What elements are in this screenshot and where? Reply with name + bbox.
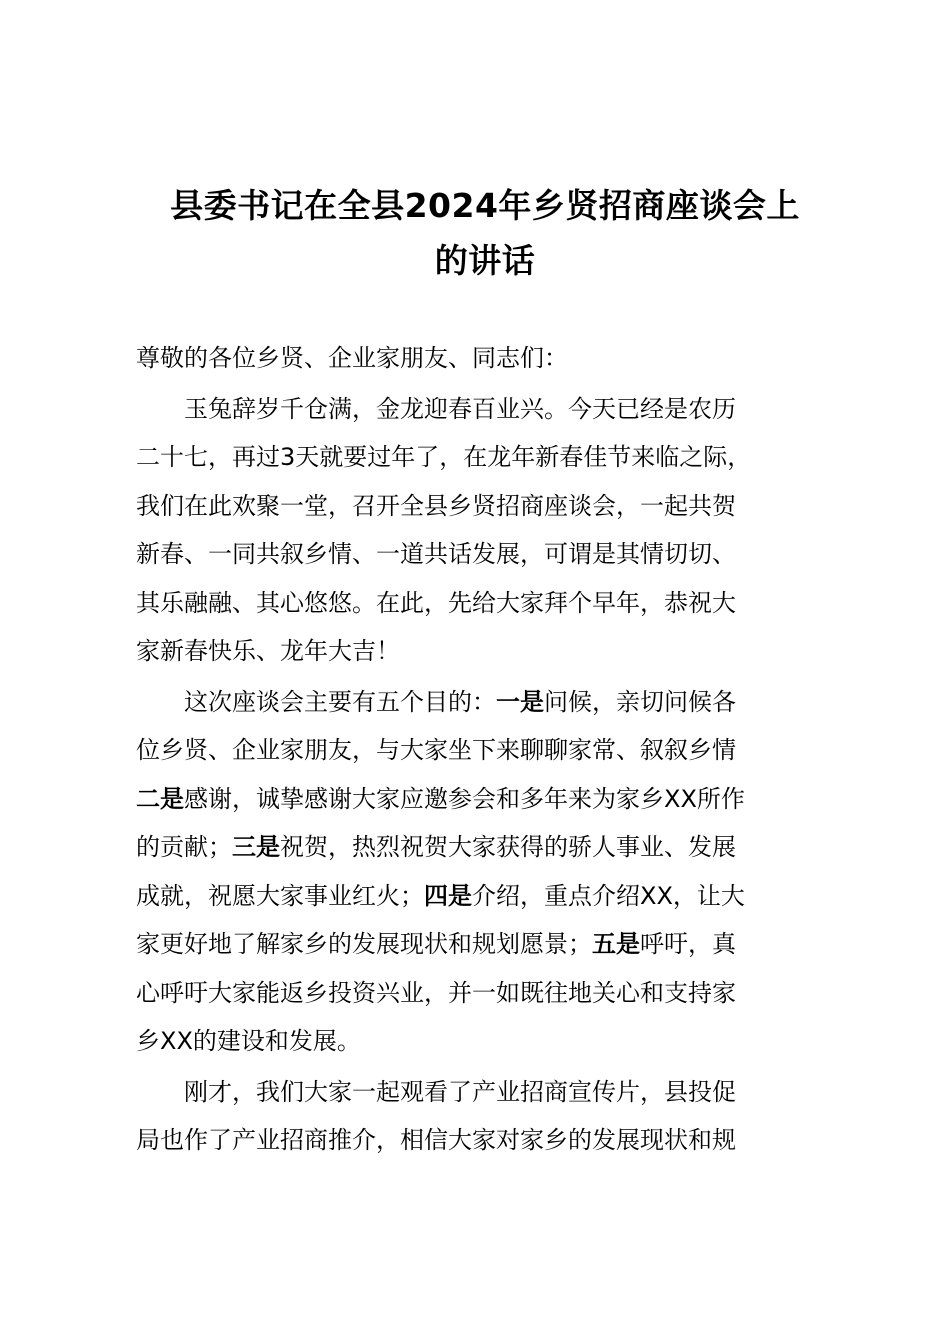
paragraph-line: 刚才，我们大家一起观看了产业招商宣传片，县投促 bbox=[184, 1077, 736, 1106]
text-run: 问候，亲切问候各 bbox=[544, 687, 736, 716]
text-run: 感谢，诚挚感谢大家应邀参会和多年来为家乡XX所作 bbox=[184, 784, 745, 813]
title-line-2: 的讲话 bbox=[434, 241, 536, 280]
text-run: 这次座谈会主要有五个目的： bbox=[184, 687, 496, 716]
text-run: 祝贺，热烈祝贺大家获得的骄人事业、发展 bbox=[280, 833, 736, 861]
document-body bbox=[136, 334, 856, 1165]
paragraph-line bbox=[136, 678, 856, 727]
paragraph-1 bbox=[136, 385, 856, 676]
paragraph-line: 位乡贤、企业家朋友，与大家坐下来聊聊家常、叙叙乡情 bbox=[136, 736, 736, 764]
bold-term: 四是 bbox=[424, 881, 472, 910]
paragraph-line: 乡XX的建设和发展。 bbox=[136, 1027, 361, 1055]
paragraph-3 bbox=[136, 1068, 856, 1165]
paragraph-2 bbox=[136, 678, 856, 1066]
text-run: 呼吁，真 bbox=[640, 930, 736, 958]
title-line-1: 县委书记在全县2024年乡贤招商座谈会上 bbox=[170, 186, 800, 225]
paragraph-line: 我们在此欢聚一堂，召开全县乡贤招商座谈会，一起共贺 bbox=[136, 491, 736, 520]
paragraph-line: 玉兔辞岁千仓满，金龙迎春百业兴。今天已经是农历 bbox=[184, 394, 736, 423]
text-run: 成就，祝愿大家事业红火； bbox=[136, 881, 424, 910]
paragraph-line: 局也作了产业招商推介，相信大家对家乡的发展现状和规 bbox=[136, 1126, 736, 1154]
text-run: 介绍，重点介绍XX，让大 bbox=[472, 881, 745, 910]
document-title bbox=[120, 178, 850, 288]
paragraph-line: 其乐融融、其心悠悠。在此，先给大家拜个早年，恭祝大 bbox=[136, 588, 736, 617]
bold-term: 二是 bbox=[136, 784, 184, 813]
paragraph-line: 心呼吁大家能返乡投资兴业，并一如既往地关心和支持家 bbox=[136, 978, 736, 1007]
text-run: 家更好地了解家乡的发展现状和规划愿景； bbox=[136, 930, 592, 958]
paragraph-line: 家新春快乐、龙年大吉！ bbox=[136, 637, 400, 665]
bold-term: 一是 bbox=[496, 687, 544, 716]
bold-term: 三是 bbox=[232, 833, 280, 861]
paragraph-line bbox=[136, 920, 856, 969]
text-run: 的贡献； bbox=[136, 833, 232, 861]
salutation: 尊敬的各位乡贤、企业家朋友、同志们： bbox=[136, 344, 568, 372]
paragraph-line bbox=[136, 823, 856, 872]
paragraph-line: 新春、一同共叙乡情、一道共话发展，可谓是其情切切、 bbox=[136, 540, 736, 568]
paragraph-line bbox=[136, 872, 856, 921]
paragraph-line bbox=[136, 775, 856, 824]
bold-term: 五是 bbox=[592, 930, 640, 958]
paragraph-line: 二十七，再过3天就要过年了，在龙年新春佳节来临之际， bbox=[136, 443, 752, 471]
